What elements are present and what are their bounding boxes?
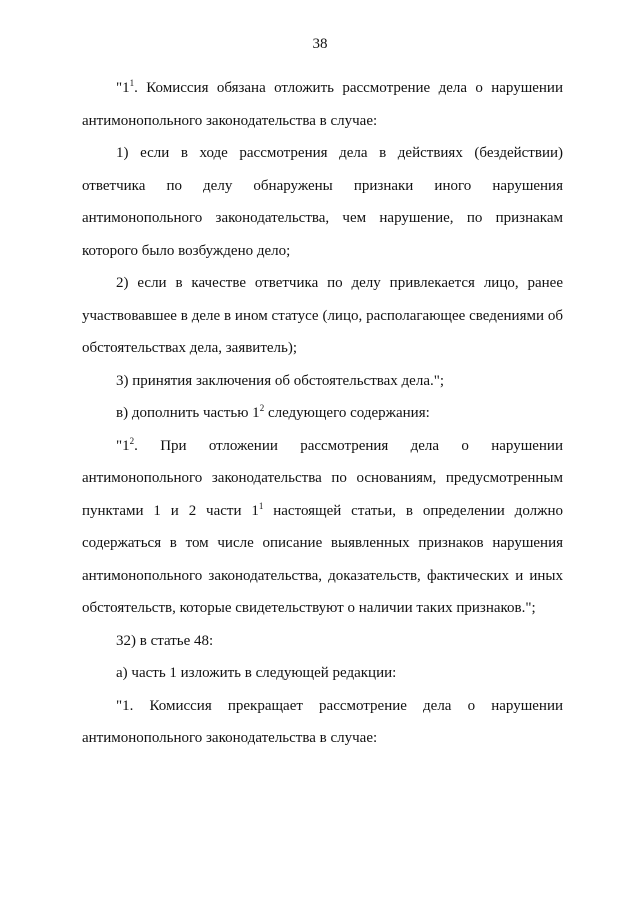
- paragraph-item-32: [82, 625, 563, 658]
- paragraph-amendment-a: [82, 657, 563, 690]
- paragraph-item-3: [82, 365, 563, 398]
- paragraph-part-1-termination: [82, 690, 563, 755]
- text-segment: 2) если в качестве ответчика по делу привлекается лицо, ранее участвовавшее в деле в ином статусе (лицо, располагающее сведениями об обстоятельствах дела, заявитель);: [82, 275, 563, 356]
- superscript: 1: [258, 500, 264, 511]
- document-body: [82, 72, 563, 755]
- text-segment: а) часть 1 изложить в следующей редакции:: [116, 665, 397, 681]
- text-segment: 3) принятия заключения об обстоятельствах дела.";: [116, 372, 445, 389]
- paragraph-item-2: [82, 267, 563, 365]
- paragraph-amendment-v: [82, 397, 563, 430]
- text-segment: "1. Комиссия прекращает рассмотрение дела о нарушении антимонопольного законодательства в случае:: [82, 697, 563, 746]
- text-segment: следующего содержания:: [264, 405, 430, 421]
- text-segment: 1) если в ходе рассмотрения дела в действиях (бездействии) ответчика по делу обнаружены признаки иного нарушения антимонопольного законодательства, чем нарушение, по признакам которого было возбуждено дело;: [82, 145, 563, 259]
- text-segment: "1: [116, 80, 130, 96]
- paragraph-part-1-1-intro: [82, 72, 563, 137]
- text-segment: в) дополнить частью 1: [116, 405, 260, 421]
- superscript: 2: [259, 403, 265, 413]
- text-segment: . При отложении рассмотрения дела о нарушении антимонопольного законодательства по основаниям, предусмотренным пунктами 1 и 2 части 1: [82, 437, 563, 519]
- paragraph-item-1: [82, 137, 563, 267]
- page-number: 38: [312, 36, 328, 52]
- text-segment: настоящей статьи, в определении должно содержаться в том числе описание выявленных признаков нарушения антимонопольного законодательства, доказательств, фактических и иных обстоятельств, которые свидетельствуют о наличии таких признаков.";: [82, 502, 563, 616]
- superscript: 2: [129, 435, 135, 446]
- text-segment: "1: [116, 437, 130, 454]
- superscript: 1: [129, 78, 135, 88]
- text-segment: . Комиссия обязана отложить рассмотрение дела о нарушении антимонопольного законодательства в случае:: [82, 80, 563, 129]
- paragraph-part-1-2: [82, 430, 563, 625]
- text-segment: 32) в статье 48:: [116, 632, 214, 649]
